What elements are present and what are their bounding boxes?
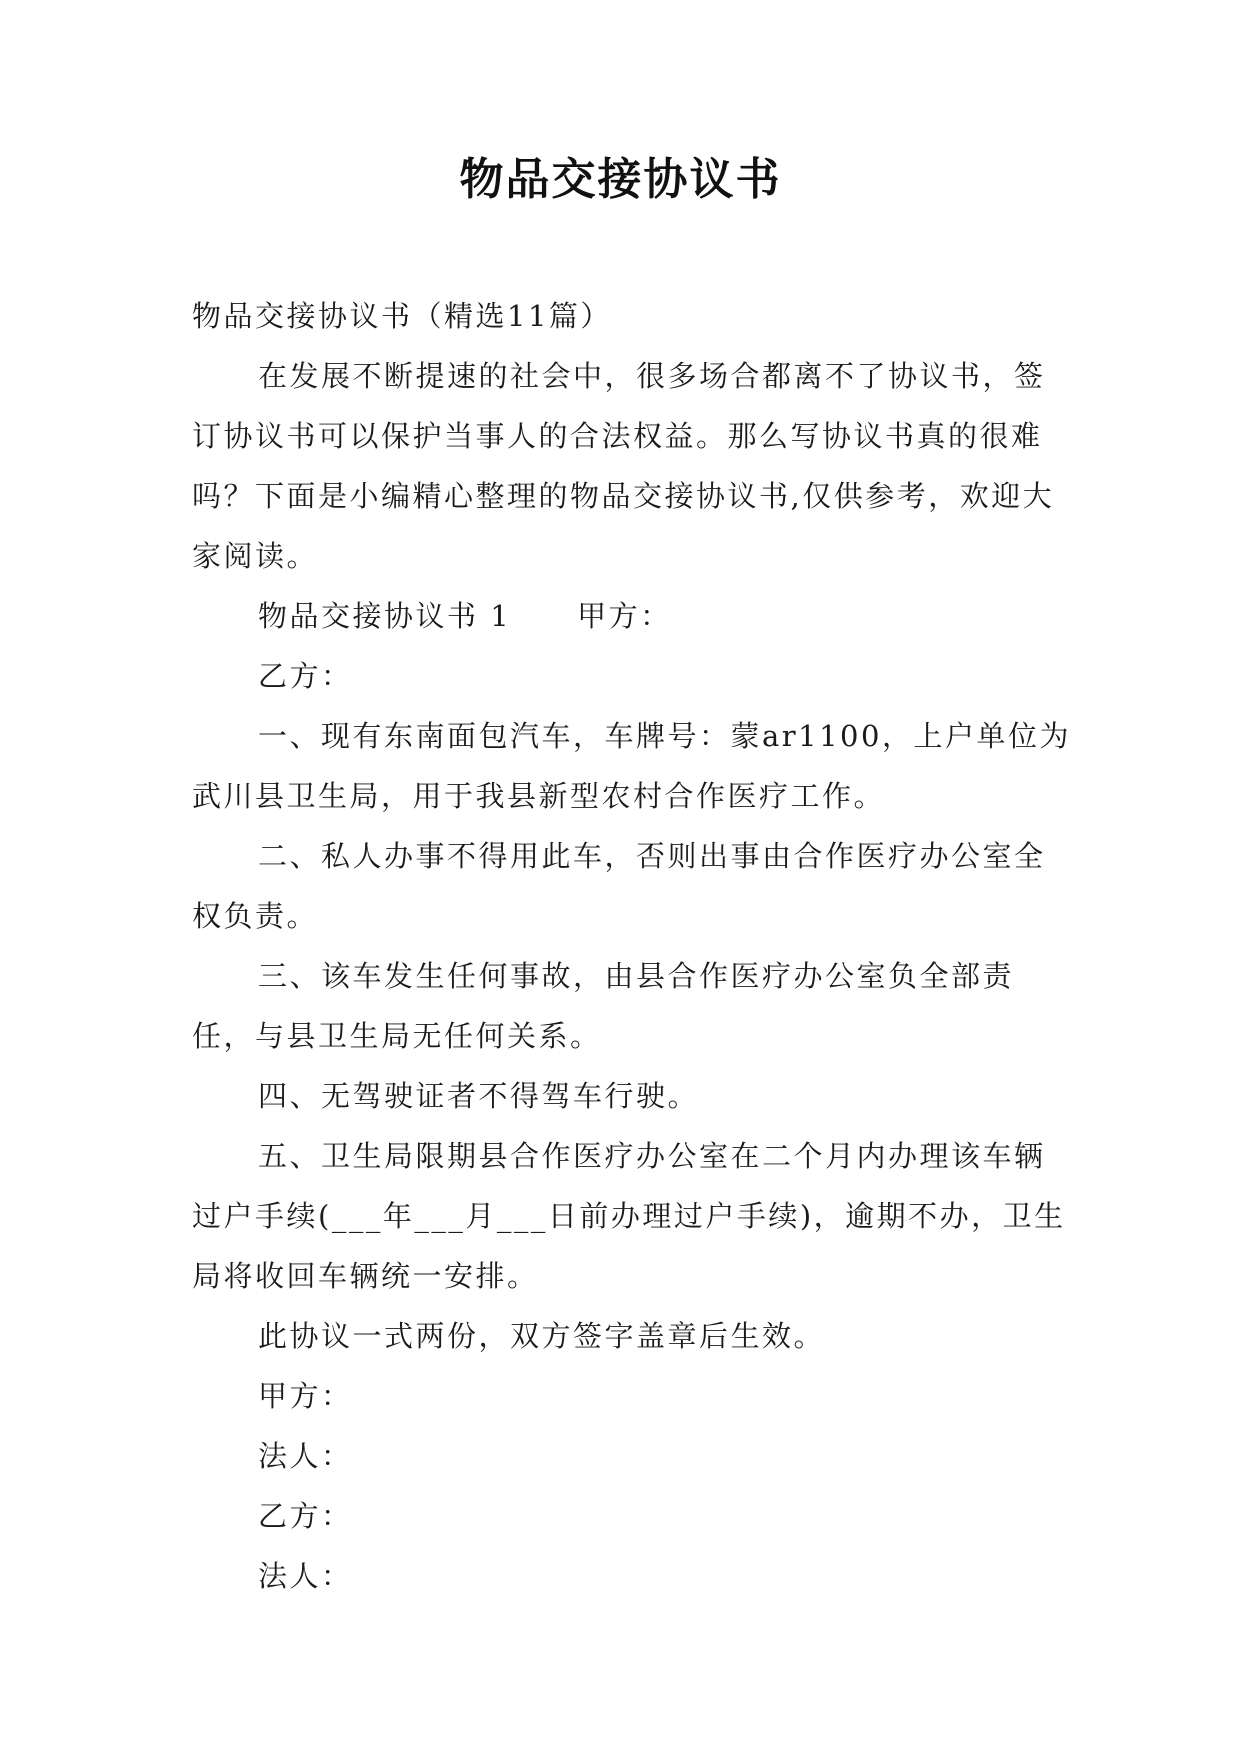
- section-heading: 物品交接协议书 1: [258, 599, 512, 633]
- clause-4: 四、无驾驶证者不得驾车行驶。: [258, 1079, 700, 1113]
- signature-party-a-legal: 法人：: [258, 1439, 353, 1473]
- party-b-label: 乙方：: [258, 659, 353, 693]
- document-subtitle: 物品交接协议书（精选11篇）: [192, 299, 612, 333]
- clause-5: 五、卫生局限期县合作医疗办公室在二个月内办理该车辆过户手续(___年___月___日前办理过户手续)，逾期不办，卫生局将收回车辆统一安排。: [192, 1139, 1066, 1293]
- clause-2: 二、私人办事不得用此车，否则出事由合作医疗办公室全权负责。: [192, 839, 1046, 933]
- signature-party-a: 甲方：: [258, 1379, 353, 1413]
- effective-note: 此协议一式两份，双方签字盖章后生效。: [258, 1319, 826, 1353]
- clause-1: 一、现有东南面包汽车，车牌号：蒙ar1100，上户单位为武川县卫生局，用于我县新型农村合作医疗工作。: [192, 719, 1071, 813]
- document-body: [192, 286, 1072, 1606]
- section-heading-line: [192, 586, 1072, 646]
- intro-paragraph: 在发展不断提速的社会中，很多场合都离不了协议书，签订协议书可以保护当事人的合法权益。那么写协议书真的很难吗？下面是小编精心整理的物品交接协议书,仅供参考，欢迎大家阅读。: [192, 359, 1055, 573]
- signature-party-b-legal: 法人：: [258, 1559, 353, 1593]
- document-title: 物品交接协议书: [459, 154, 782, 205]
- clause-3: 三、该车发生任何事故，由县合作医疗办公室负全部责任，与县卫生局无任何关系。: [192, 959, 1015, 1053]
- signature-party-b: 乙方：: [258, 1499, 353, 1533]
- party-a-inline-label: 甲方：: [577, 599, 672, 633]
